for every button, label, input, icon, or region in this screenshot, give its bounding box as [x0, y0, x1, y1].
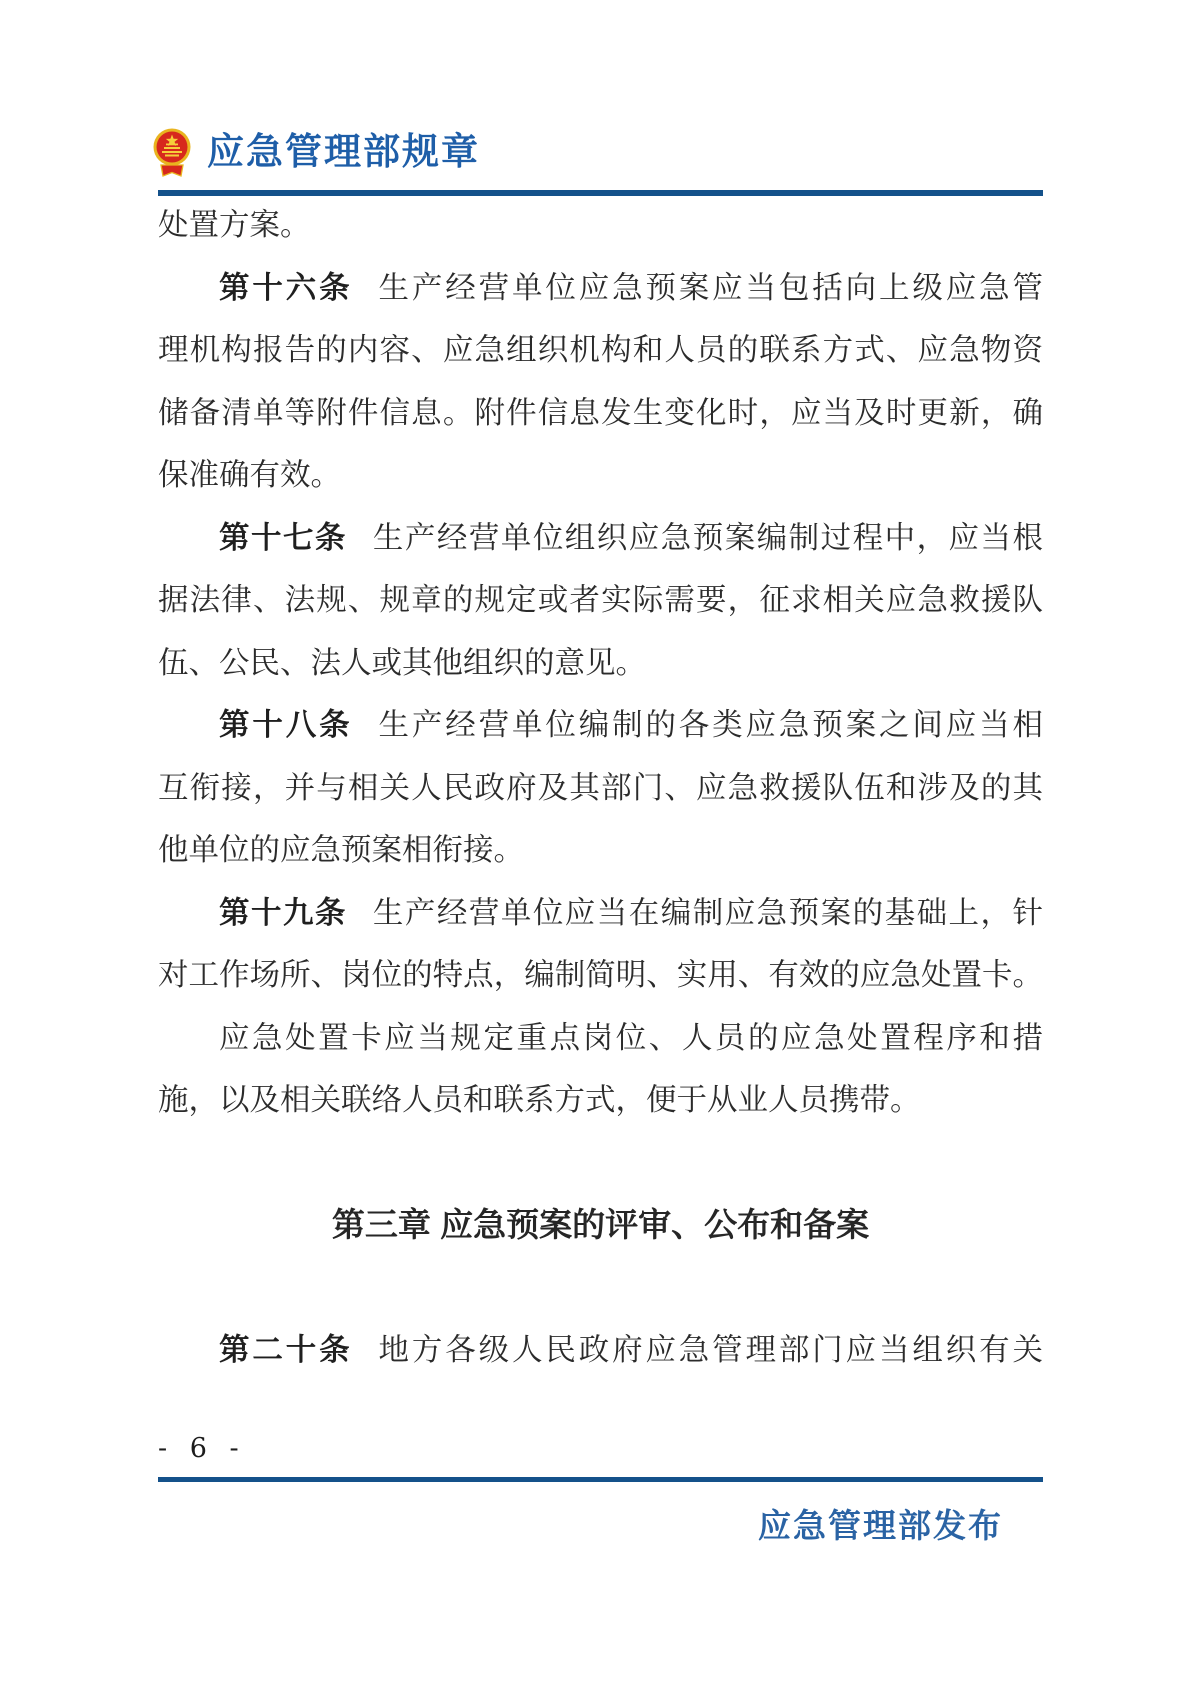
- text-line: 处置方案。: [158, 208, 311, 242]
- text-line: 储备清单等附件信息。附件信息发生变化时，应当及时更新，确: [158, 395, 1043, 430]
- text-line: 保准确有效。: [158, 458, 341, 492]
- page-number: - 6 -: [158, 1433, 246, 1464]
- footer-divider: [158, 1477, 1043, 1482]
- text-line: 伍、公民、法人或其他组织的意见。: [158, 645, 646, 680]
- document-body: [158, 194, 1043, 1132]
- text-line: 施，以及相关联络人员和联系方式，便于从业人员携带。: [158, 1083, 921, 1117]
- article-number: 第十八条: [219, 708, 353, 742]
- text-line: 互衔接，并与相关人民政府及其部门、应急救援队伍和涉及的其: [158, 770, 1043, 805]
- text-line: 第二十条 地方各级人民政府应急管理部门应当组织有关: [219, 1333, 1043, 1367]
- chapter-heading: 第三章 应急预案的评审、公布和备案: [331, 1206, 870, 1243]
- text-line: 第十九条 生产经营单位应当在编制应急预案的基础上，针: [219, 895, 1043, 930]
- text-line: 第十六条 生产经营单位应急预案应当包括向上级应急管: [219, 270, 1043, 305]
- document-section: [158, 1319, 1043, 1382]
- text-line: 第十七条 生产经营单位组织应急预案编制过程中，应当根: [219, 520, 1043, 555]
- publisher-label: 应急管理部发布: [758, 1507, 1003, 1544]
- article-number: 第十七条: [219, 520, 347, 555]
- page-title: 应急管理部规章: [207, 131, 480, 172]
- article-number: 第十六条: [219, 270, 353, 305]
- text-line: 理机构报告的内容、应急组织机构和人员的联系方式、应急物资: [158, 333, 1043, 367]
- article-number: 第二十条: [219, 1333, 353, 1367]
- article-number: 第十九条: [219, 895, 347, 930]
- text-line: 应急处置卡应当规定重点岗位、人员的应急处置程序和措: [219, 1020, 1043, 1055]
- text-line: 对工作场所、岗位的特点，编制简明、实用、有效的应急处置卡。: [158, 958, 1043, 992]
- text-line: 据法律、法规、规章的规定或者实际需要，征求相关应急救援队: [158, 583, 1043, 617]
- text-line: 第十八条 生产经营单位编制的各类应急预案之间应当相: [219, 708, 1043, 742]
- text-line: 他单位的应急预案相衔接。: [158, 833, 524, 867]
- national-emblem-icon: [152, 128, 192, 178]
